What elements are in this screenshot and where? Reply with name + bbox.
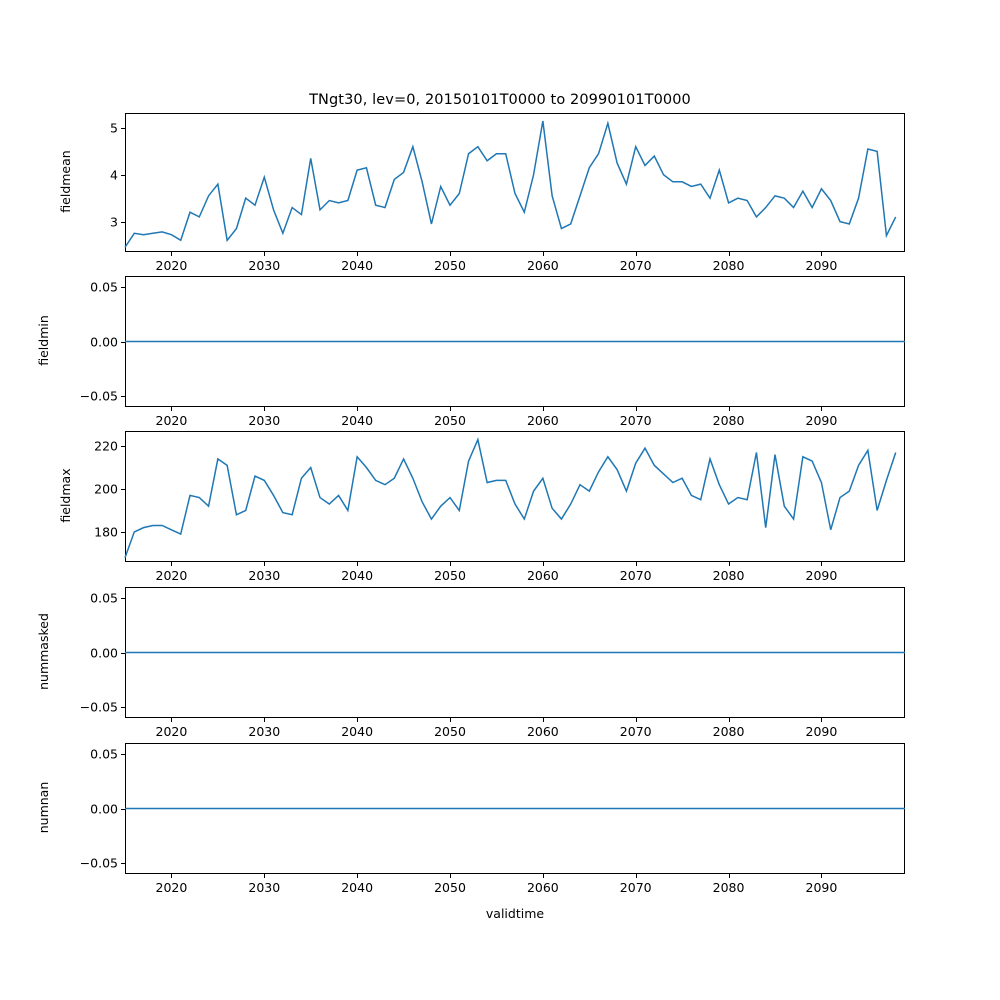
xtick-label: 2090 (805, 724, 838, 739)
xtick-label: 2030 (248, 568, 281, 583)
xtick-label: 2050 (434, 880, 466, 895)
xtick-label: 2030 (248, 880, 281, 895)
ytick-mark (121, 863, 125, 864)
xtick-mark (729, 718, 730, 722)
xtick-mark (543, 562, 544, 566)
subplot-numnan (35, 743, 905, 921)
xtick-label: 2070 (619, 413, 652, 428)
xtick-mark (357, 874, 358, 878)
xtick-label: 2070 (619, 724, 652, 739)
xtick-mark (543, 252, 544, 256)
ytick-mark (121, 653, 125, 654)
xtick-mark (543, 874, 544, 878)
xtick-label: 2060 (526, 568, 559, 583)
ytick-mark (121, 809, 125, 810)
subplot-nummasked (35, 587, 905, 739)
ytick-label: 200 (94, 481, 118, 497)
subplot-fieldmax (57, 431, 905, 583)
xtick-mark (821, 562, 822, 566)
ytick-label: 220 (94, 438, 118, 454)
ylabel-fieldmin: fieldmin (35, 314, 51, 366)
xtick-label: 2020 (155, 413, 188, 428)
xtick-mark (357, 252, 358, 256)
xtick-mark (450, 718, 451, 722)
xtick-mark (357, 718, 358, 722)
xtick-mark (636, 407, 637, 411)
ytick-label: 3 (110, 214, 118, 230)
xtick-mark (357, 562, 358, 566)
subplot-fieldmin (35, 276, 905, 428)
xtick-mark (821, 252, 822, 256)
xtick-label: 2020 (155, 568, 188, 583)
xtick-mark (264, 407, 265, 411)
xtick-mark (450, 252, 451, 256)
xtick-label: 2030 (248, 413, 281, 428)
ytick-label: 0.00 (90, 645, 118, 660)
xtick-label: 2060 (526, 413, 559, 428)
ytick-mark (121, 396, 125, 397)
xtick-label: 2080 (712, 880, 745, 895)
xtick-label: 2060 (526, 724, 559, 739)
xtick-mark (821, 718, 822, 722)
ylabel-nummasked: nummasked (35, 612, 51, 690)
xtick-mark (171, 562, 172, 566)
xtick-mark (357, 407, 358, 411)
ytick-mark (121, 489, 125, 490)
ytick-label: 0.00 (90, 334, 118, 349)
xtick-label: 2020 (155, 724, 188, 739)
ytick-mark (121, 598, 125, 599)
ylabel-numnan: numnan (35, 781, 51, 833)
xtick-label: 2070 (619, 880, 652, 895)
ytick-mark (121, 707, 125, 708)
xtick-label: 2030 (248, 258, 281, 273)
xtick-label: 2080 (712, 724, 745, 739)
ytick-label: −0.05 (79, 699, 118, 715)
xtick-label: 2040 (341, 413, 374, 428)
xtick-mark (264, 718, 265, 722)
xtick-mark (636, 562, 637, 566)
xtick-mark (729, 252, 730, 256)
xtick-mark (264, 874, 265, 878)
xtick-label: 2040 (341, 880, 374, 895)
xtick-label: 2090 (805, 413, 838, 428)
xtick-mark (450, 562, 451, 566)
ytick-label: −0.05 (79, 855, 118, 871)
xtick-mark (171, 252, 172, 256)
xtick-label: 2080 (712, 413, 745, 428)
xtick-mark (171, 874, 172, 878)
xtick-mark (450, 874, 451, 878)
xtick-mark (543, 407, 544, 411)
xtick-label: 2050 (434, 413, 466, 428)
xtick-label: 2090 (805, 880, 838, 895)
xtick-label: 2050 (434, 724, 466, 739)
xtick-mark (264, 562, 265, 566)
xtick-mark (543, 718, 544, 722)
xtick-label: 2040 (341, 724, 374, 739)
xtick-label: 2070 (619, 568, 652, 583)
ytick-mark (121, 342, 125, 343)
ytick-label: 5 (110, 120, 118, 136)
xtick-label: 2050 (434, 258, 466, 273)
ylabel-fieldmax: fieldmax (57, 467, 73, 523)
ytick-label: 180 (94, 524, 118, 540)
xtick-mark (264, 252, 265, 256)
ytick-mark (121, 532, 125, 533)
plot-line-fieldmin (125, 276, 905, 407)
xtick-label: 2020 (155, 880, 188, 895)
ytick-mark (121, 446, 125, 447)
ytick-label: 0.05 (90, 590, 118, 606)
ytick-label: 0.00 (90, 801, 118, 816)
plot-line-fieldmean (125, 113, 905, 252)
xtick-label: 2020 (155, 258, 188, 273)
xtick-label: 2040 (341, 568, 374, 583)
xtick-label: 2070 (619, 258, 652, 273)
xtick-mark (636, 874, 637, 878)
plot-line-numnan (125, 743, 905, 874)
ytick-mark (121, 175, 125, 176)
xtick-mark (450, 407, 451, 411)
xtick-mark (636, 252, 637, 256)
xtick-mark (171, 407, 172, 411)
ytick-label: −0.05 (79, 388, 118, 404)
ytick-label: 0.05 (90, 746, 118, 762)
xtick-mark (729, 407, 730, 411)
xtick-mark (821, 874, 822, 878)
xtick-label: 2080 (712, 258, 745, 273)
ylabel-fieldmean: fieldmean (57, 149, 73, 213)
subplot-fieldmean (57, 113, 905, 273)
xtick-label: 2060 (526, 258, 559, 273)
xtick-mark (729, 562, 730, 566)
plot-line-nummasked (125, 587, 905, 718)
xtick-mark (821, 407, 822, 411)
figure-title: TNgt30, lev=0, 20150101T0000 to 20990101T0000 (309, 92, 691, 108)
plot-line-fieldmax (125, 431, 905, 562)
ytick-mark (121, 222, 125, 223)
xtick-label: 2060 (526, 880, 559, 895)
xtick-mark (171, 718, 172, 722)
xtick-mark (636, 718, 637, 722)
xtick-label: 2090 (805, 258, 838, 273)
xtick-label: 2050 (434, 568, 466, 583)
ytick-label: 4 (110, 167, 118, 183)
xtick-label: 2030 (248, 724, 281, 739)
xtick-mark (729, 874, 730, 878)
xtick-label: 2090 (805, 568, 838, 583)
ytick-mark (121, 287, 125, 288)
xlabel: validtime (485, 906, 545, 921)
ytick-label: 0.05 (90, 279, 118, 295)
xtick-label: 2080 (712, 568, 745, 583)
ytick-mark (121, 128, 125, 129)
xtick-label: 2040 (341, 258, 374, 273)
ytick-mark (121, 754, 125, 755)
